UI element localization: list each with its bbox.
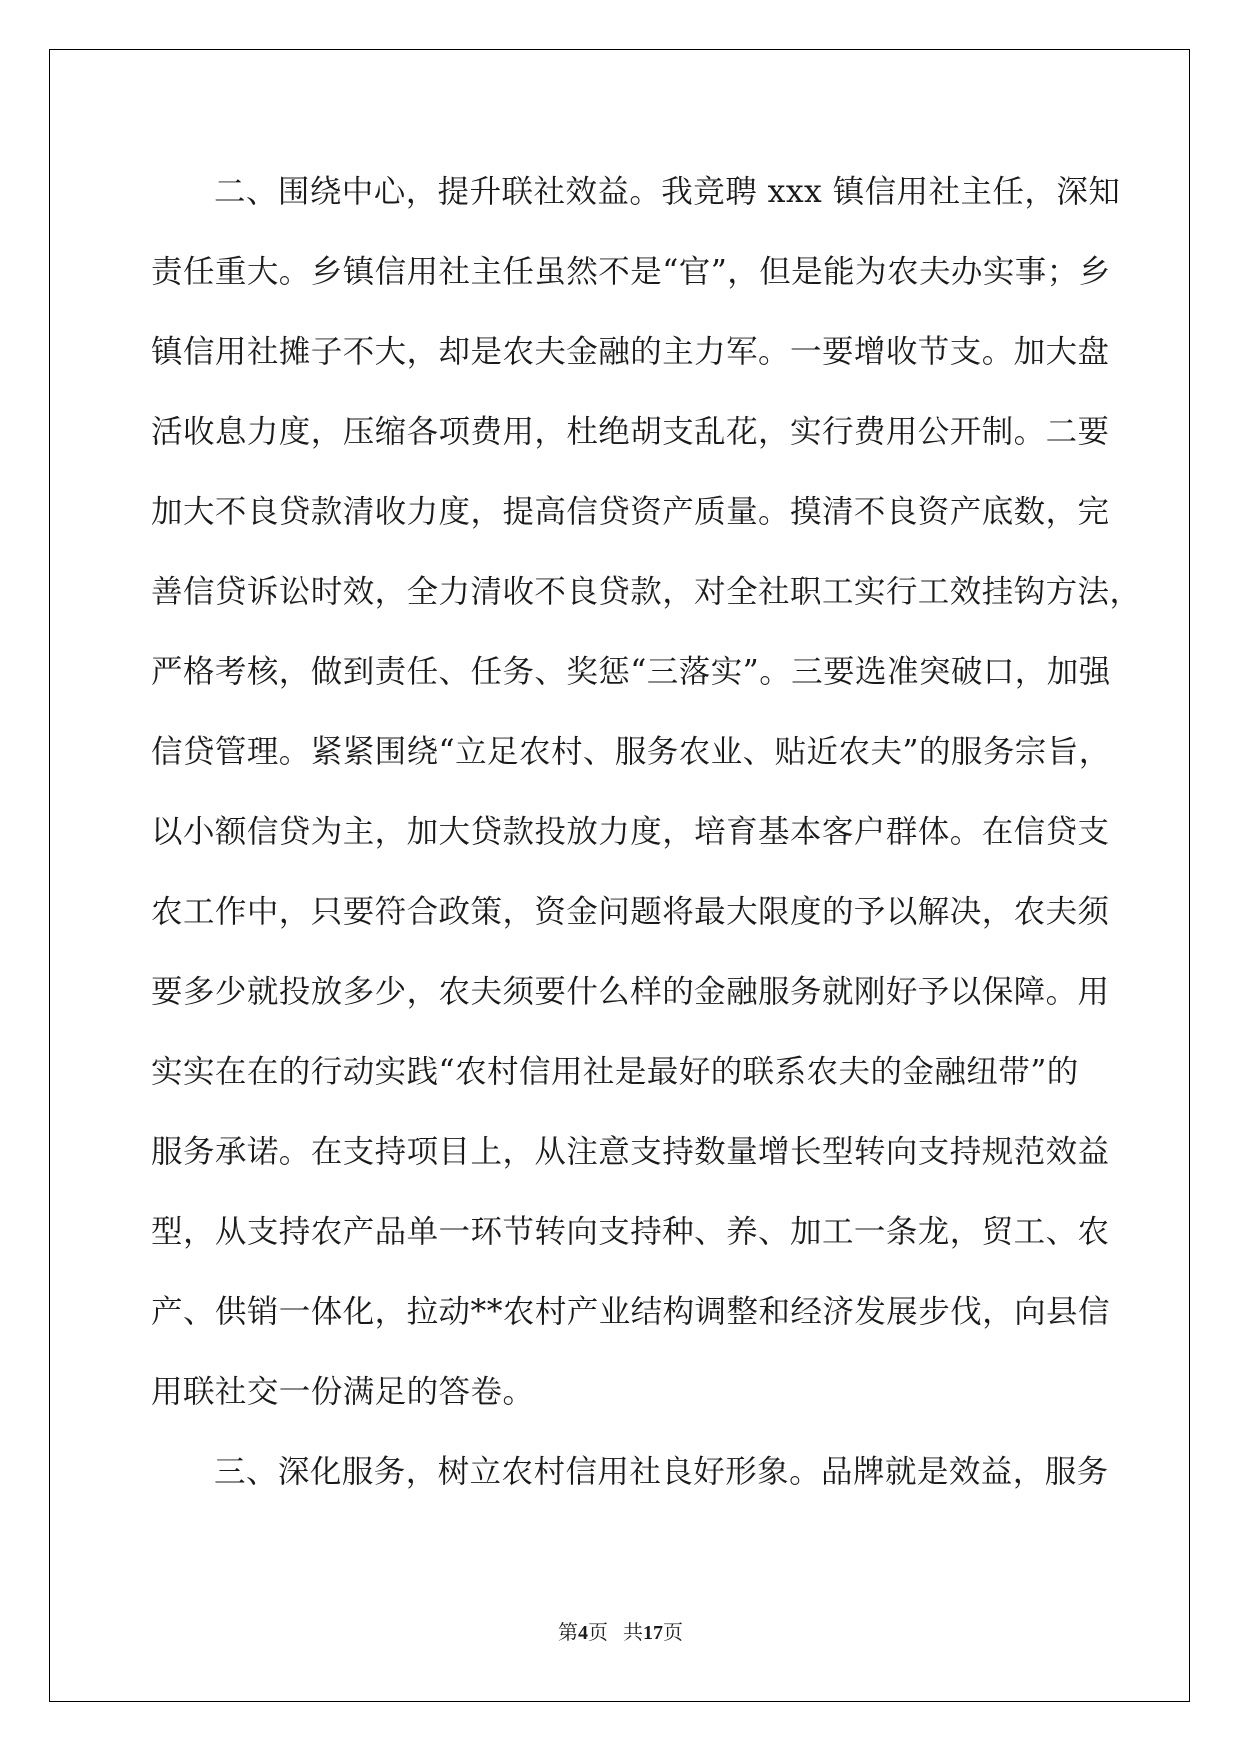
paragraph-2-line-12: 实实在在的行动实践“农村信用社是最好的联系农夫的金融纽带”的 <box>151 1054 1079 1090</box>
paragraph-2-line-2: 责任重大。乡镇信用社主任虽然不是“官”，但是能为农夫办实事；乡 <box>151 254 1111 290</box>
total-prefix: 共 <box>623 1622 643 1644</box>
paragraph-2-line-14: 型，从支持农产品单一环节转向支持种、养、加工一条龙，贸工、农 <box>151 1214 1110 1250</box>
paragraph-2-line-1: 二、围绕中心，提升联社效益。我竞聘 xxx 镇信用社主任，深知 <box>214 174 1121 210</box>
document-body <box>151 152 1142 1512</box>
paragraph-2-line-9: 以小额信贷为主，加大贷款投放力度，培育基本客户群体。在信贷支 <box>151 814 1110 850</box>
page-label: 页 <box>588 1622 608 1644</box>
paragraph-2-line-10: 农工作中，只要符合政策，资金问题将最大限度的予以解决，农夫须 <box>151 894 1110 930</box>
paragraph-2-line-8: 信贷管理。紧紧围绕“立足农村、服务农业、贴近农夫”的服务宗旨， <box>151 734 1111 770</box>
total-label: 页 <box>663 1622 683 1644</box>
paragraph-2-line-7: 严格考核，做到责任、任务、奖惩“三落实”。三要选准突破口，加强 <box>151 654 1111 690</box>
page-prefix: 第 <box>558 1622 578 1644</box>
paragraph-2-line-13: 服务承诺。在支持项目上，从注意支持数量增长型转向支持规范效益 <box>151 1134 1110 1170</box>
paragraph-2-line-5: 加大不良贷款清收力度，提高信贷资产质量。摸清不良资产底数，完 <box>151 494 1110 530</box>
paragraph-2-line-16: 用联社交一份满足的答卷。 <box>151 1374 535 1410</box>
paragraph-3-line-1: 三、深化服务，树立农村信用社良好形象。品牌就是效益，服务 <box>214 1454 1109 1490</box>
paragraph-2-line-3: 镇信用社摊子不大，却是农夫金融的主力军。一要增收节支。加大盘 <box>151 334 1110 370</box>
page-number: 4 <box>578 1622 588 1644</box>
paragraph-2-line-6: 善信贷诉讼时效，全力清收不良贷款，对全社职工实行工效挂钩方法， <box>151 574 1142 610</box>
page-footer <box>0 1616 1241 1645</box>
paragraph-2-line-11: 要多少就投放多少，农夫须要什么样的金融服务就刚好予以保障。用 <box>151 974 1110 1010</box>
paragraph-2-line-4: 活收息力度，压缩各项费用，杜绝胡支乱花，实行费用公开制。二要 <box>151 414 1110 450</box>
total-pages: 17 <box>643 1622 663 1644</box>
paragraph-2-line-15: 产、供销一体化，拉动**农村产业结构调整和经济发展步伐，向县信 <box>151 1294 1110 1330</box>
